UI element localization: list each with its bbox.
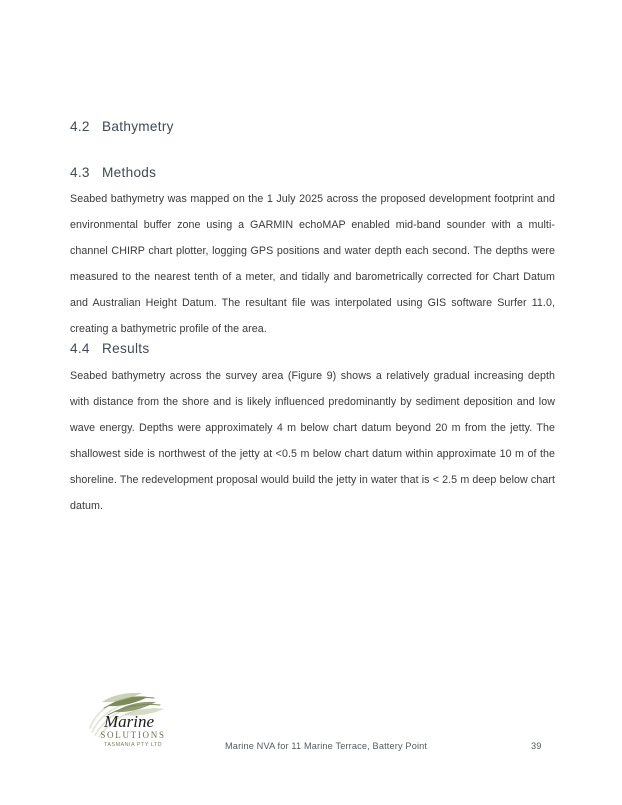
section-heading-4-4: 4.4 Results — [70, 341, 150, 357]
logo-artwork-svg — [84, 688, 174, 750]
section-heading-4-2: 4.2 Bathymetry — [70, 119, 174, 135]
section-heading-4-3: 4.3 Methods — [70, 165, 157, 181]
section-body-methods: Seabed bathymetry was mapped on the 1 July 2025 across the proposed development footprint and environmental buffer zone using a GARMIN echoMAP enabled mid-band sounder with a multi-channel CHIRP chart plotter, logging GPS positions and water depth each second. The depths were measured to the nearest tenth of a meter, and tidally and barometrically corrected for Chart Datum and Australian Height Datum. The resultant file was interpolated using GIS software Surfer 11.0, creating a bathymetric profile of the area. — [70, 192, 555, 336]
page-footer — [0, 680, 622, 770]
footer-document-title: Marine NVA for 11 Marine Terrace, Battery Point — [225, 741, 428, 751]
marine-solutions-logo — [84, 688, 174, 750]
logo-solutions-text: SOLUTIONS — [100, 730, 166, 740]
footer-page-number: 39 — [531, 741, 542, 751]
logo-tasmania-text: TASMANIA PTY LTD — [103, 742, 163, 748]
logo-script-word: Marine — [103, 712, 155, 731]
section-body-results: Seabed bathymetry across the survey area (Figure 9) shows a relatively gradual increasing depth with distance from the shore and is likely influenced predominantly by sediment deposition and low wave energy. Depths were approximately 4 m below chart datum beyond 20 m from the jetty. The shallowest side is northwest of the jetty at <0.5 m below chart datum within approximate 10 m of the shoreline. The redevelopment proposal would build the jetty in water that is < 2.5 m deep below chart datum. — [70, 369, 555, 513]
